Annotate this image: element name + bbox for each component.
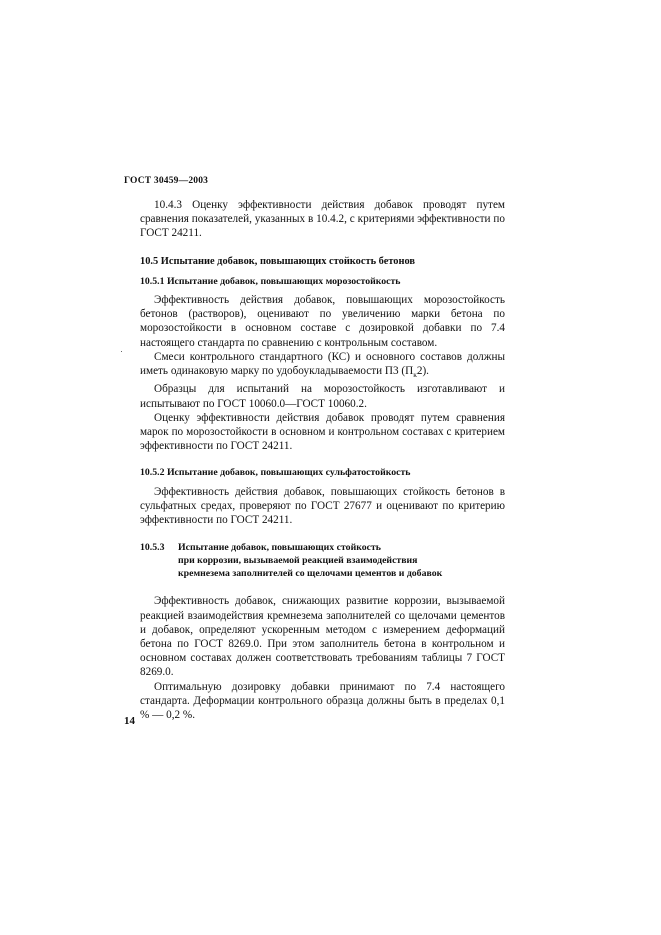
heading-10-5-3-number: 10.5.3 bbox=[140, 542, 165, 554]
paragraph-alkali-2: Оптимальную дозировку добавки принимают по 7.4 настоящего стандарта. Деформации контрольного образца должны быть в пределах 0,1 % — 0,2 %. bbox=[140, 680, 505, 721]
heading-10-5-3-title3: кремнезема заполнителей со щелочами цементов и добавок bbox=[178, 568, 443, 580]
section-heading-10-5: 10.5 Испытание добавок, повышающих стойкость бетонов bbox=[140, 255, 416, 267]
heading-10-5-3-line1 bbox=[140, 541, 505, 554]
paragraph-sulfate-1: Эффективность действия добавок, повышающих стойкость бетонов в сульфатных средах, проверяют по ГОСТ 27677 и оценивают по критерию эффективности по ГОСТ 24211. bbox=[140, 485, 505, 527]
paragraph-frost-3: Образцы для испытаний на морозостойкость изготавливают и испытывают по ГОСТ 10060.0—ГОСТ 10060.2. bbox=[140, 383, 505, 410]
paragraph-alkali-1: Эффективность добавок, снижающих развитие коррозии, вызываемой реакцией взаимодействия кремнезема заполнителей со щелочами цементов и добавок, определяют ускоренным методом с измерением деформаций бетона по ГОСТ 8269.0. При этом заполнитель бетона в контрольном и основном составах должен соответствовать требованиям таблицы 7 ГОСТ 8269.0. bbox=[140, 595, 505, 679]
subsection-heading-10-5-3 bbox=[140, 541, 505, 580]
subsection-heading-10-5-1: 10.5.1 Испытание добавок, повышающих морозостойкость bbox=[140, 275, 401, 287]
subsection-heading-10-5-2: 10.5.2 Испытание добавок, повышающих сульфатостойкость bbox=[140, 467, 411, 479]
paragraph-frost-2-text: Смеси контрольного стандартного (КС) и основного составов должны иметь одинаковую марку по удобоукладываемости П3 (П bbox=[140, 350, 505, 378]
paragraph-frost-4: Оценку эффективности действия добавок проводят путем сравнения марок по морозостойкости в основном и контрольном составах с критерием эффективности по ГОСТ 24211. bbox=[140, 411, 505, 453]
paragraph-10-4-3: 10.4.3 Оценку эффективности действия добавок проводят путем сравнения показателей, указанных в 10.4.2, с критериями эффективности по ГОСТ 24211. bbox=[140, 199, 505, 240]
page-number: 14 bbox=[124, 715, 135, 727]
running-header: ГОСТ 30459—2003 bbox=[124, 176, 209, 186]
paragraph-frost-1: Эффективность действия добавок, повышающих морозостойкость бетонов (растворов), оценивают по увеличению марки бетона по морозостойкости в основном составе с дозировкой добавки по 7.4 настоящего стандарта по сравнению с контрольным составом. bbox=[140, 294, 505, 349]
paragraph-frost-2 bbox=[140, 350, 505, 383]
heading-10-5-3-title1: Испытание добавок, повышающих стойкость bbox=[178, 542, 381, 554]
scan-speck bbox=[121, 351, 122, 352]
body-text bbox=[140, 198, 505, 722]
subscript-k: к bbox=[413, 370, 417, 380]
paragraph-frost-2-end: 2). bbox=[416, 365, 429, 378]
spacer bbox=[140, 584, 505, 594]
heading-10-5-3-title2: при коррозии, вызываемой реакцией взаимодействия bbox=[178, 555, 418, 567]
